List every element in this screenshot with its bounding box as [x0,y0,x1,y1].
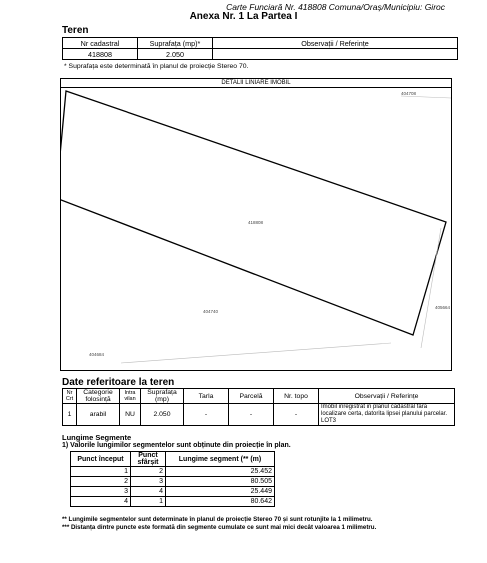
label-parcel-center: 418808 [248,220,264,225]
table-row [71,497,275,507]
teren-note: * Suprafața este determinată în planul de proiecție Stereo 70. [64,63,249,70]
col-suprafata: Suprafața (mp) [141,389,184,404]
col-punct-sfarsit: Punct sfârșit [131,452,166,467]
cell-start: 2 [71,477,131,487]
col-suprafata: Suprafața (mp)* [138,38,213,49]
plan-title: DETALII LINIARE IMOBIL [61,79,451,88]
table-row [71,467,275,477]
lungime-table [70,451,275,507]
label-parcel-bottom: 404740 [203,309,219,314]
table-row [63,404,455,426]
cell-nr-crt: 1 [63,404,77,426]
col-nr-crt: Nr Crt [63,389,77,404]
col-nr-topo: Nr. topo [274,389,319,404]
cell-end: 1 [131,497,166,507]
col-punct-inceput: Punct început [71,452,131,467]
col-intravilan: Intra vilan [120,389,141,404]
lungime-title: Lungime Segmente [62,433,132,442]
cell-end: 4 [131,487,166,497]
col-parcela: Parcelă [229,389,274,404]
cell-length: 25.452 [166,467,275,477]
table-row [71,477,275,487]
label-parcel-top-right: 404708 [401,91,417,96]
neighbor-line [421,228,441,348]
cell-start: 3 [71,487,131,497]
neighbor-line [121,343,391,363]
cell-categorie: arabil [77,404,120,426]
plan-frame [60,78,452,371]
plan-drawing [61,88,451,371]
cell-parcela: - [229,404,274,426]
cell-observatii [213,49,458,60]
teren-table [62,37,458,60]
label-parcel-bottom-left: 404684 [89,352,105,357]
lungime-subtitle: 1) Valorile lungimilor segmentelor sunt obținute din proiecție în plan. [62,442,291,449]
parcel-outline [61,91,446,335]
col-lungime: Lungime segment (** (m) [166,452,275,467]
cell-length: 80.642 [166,497,275,507]
cell-tarla: - [184,404,229,426]
cell-start: 1 [71,467,131,477]
cell-length: 25.449 [166,487,275,497]
col-observatii: Observații / Referințe [319,389,455,404]
lungime-note-1: ** Lungimile segmentelor sunt determinate în planul de proiecție Stereo 70 și sunt rotunjite la 1 milimetru. [62,516,373,523]
neighbor-line [401,96,451,98]
date-teren-title: Date referitoare la teren [62,377,175,388]
cell-observatii: Imobil inregistrat in planul cadastral fara localizare certa, datorita lipsei planului parcelar. LOT3 [319,404,455,426]
date-teren-table [62,388,455,426]
carte-funciara-header: Carte Funciară Nr. 418808 Comuna/Oraș/Municipiu: Giroc [226,2,445,12]
cell-end: 2 [131,467,166,477]
table-row [63,49,458,60]
col-observatii: Observații / Referințe [213,38,458,49]
anexa-title: Anexa Nr. 1 La Partea I [189,11,298,22]
lungime-note-2: *** Distanța dintre puncte este formată din segmente cumulate ce sunt mai mici decât valoarea 1 milimetru. [62,524,377,531]
cell-start: 4 [71,497,131,507]
col-categorie: Categorie folosință [77,389,120,404]
cell-end: 3 [131,477,166,487]
cell-intravilan: NU [120,404,141,426]
cell-suprafata: 2.050 [138,49,213,60]
teren-section-title: Teren [62,25,89,36]
col-nr-cadastral: Nr cadastral [63,38,138,49]
table-row [71,487,275,497]
cell-suprafata: 2.050 [141,404,184,426]
label-parcel-right: 405664 [435,305,451,310]
col-tarla: Tarla [184,389,229,404]
cell-nr-cadastral: 418808 [63,49,138,60]
cell-nr-topo: - [274,404,319,426]
cell-length: 80.505 [166,477,275,487]
